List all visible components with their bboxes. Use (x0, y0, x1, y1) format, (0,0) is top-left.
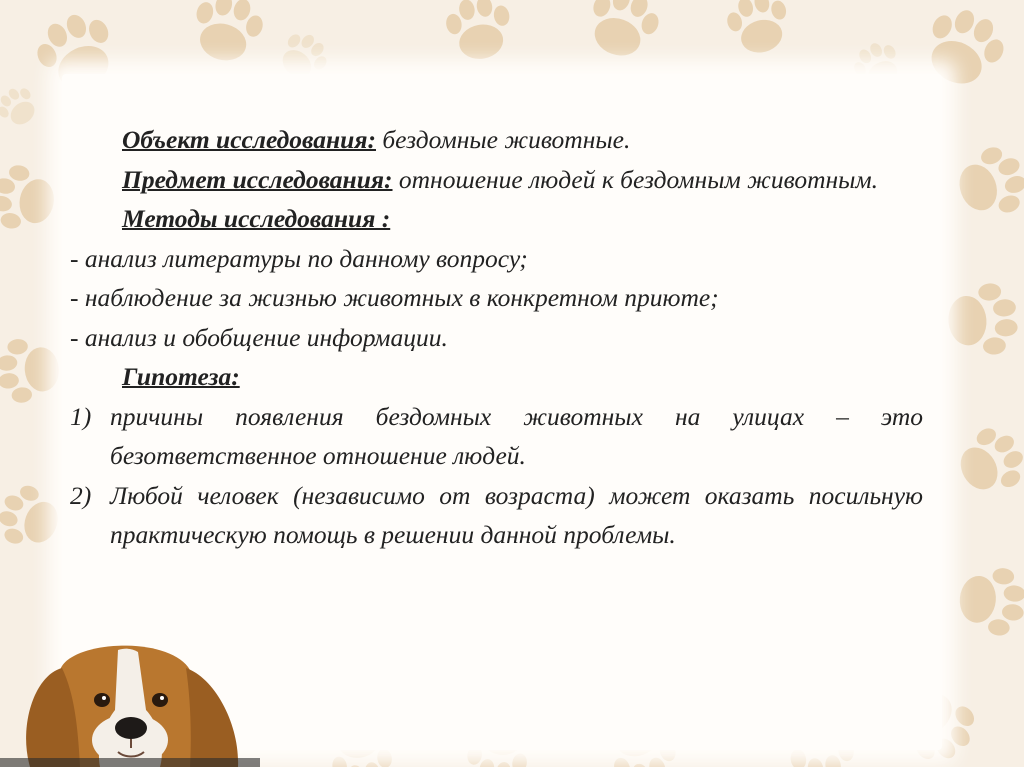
list-number: 2) (70, 480, 92, 510)
slide-content (70, 120, 923, 555)
list-text: Любой человек (независимо от возраста) может оказать посильную практическую помощь в решении данной проблемы. (110, 480, 923, 549)
methods-heading (70, 199, 923, 239)
hypothesis-heading (70, 357, 923, 397)
hypothesis-item (70, 397, 923, 476)
subject-label: Предмет исследования: (122, 164, 393, 194)
object-label: Объект исследования: (122, 125, 376, 154)
object-paragraph (70, 120, 923, 160)
object-text: бездомные животные. (375, 125, 631, 154)
method-item: - анализ литературы по данному вопросу; (70, 243, 528, 273)
hypothesis-label: Гипотеза: (122, 362, 240, 391)
method-item: - наблюдение за жизнью животных в конкретном приюте; (70, 283, 719, 312)
subject-paragraph (70, 160, 923, 200)
methods-label: Методы исследования : (122, 204, 391, 233)
list-number: 1) (70, 401, 92, 431)
subject-text: отношение людей к бездомным животным. (392, 164, 879, 194)
method-item: - анализ и обобщение информации. (70, 322, 448, 352)
hypothesis-item (70, 476, 923, 555)
list-text: причины появления бездомных животных на улицах – это безответственное отношение людей. (110, 401, 923, 470)
beagle-dog-illustration (0, 630, 260, 767)
